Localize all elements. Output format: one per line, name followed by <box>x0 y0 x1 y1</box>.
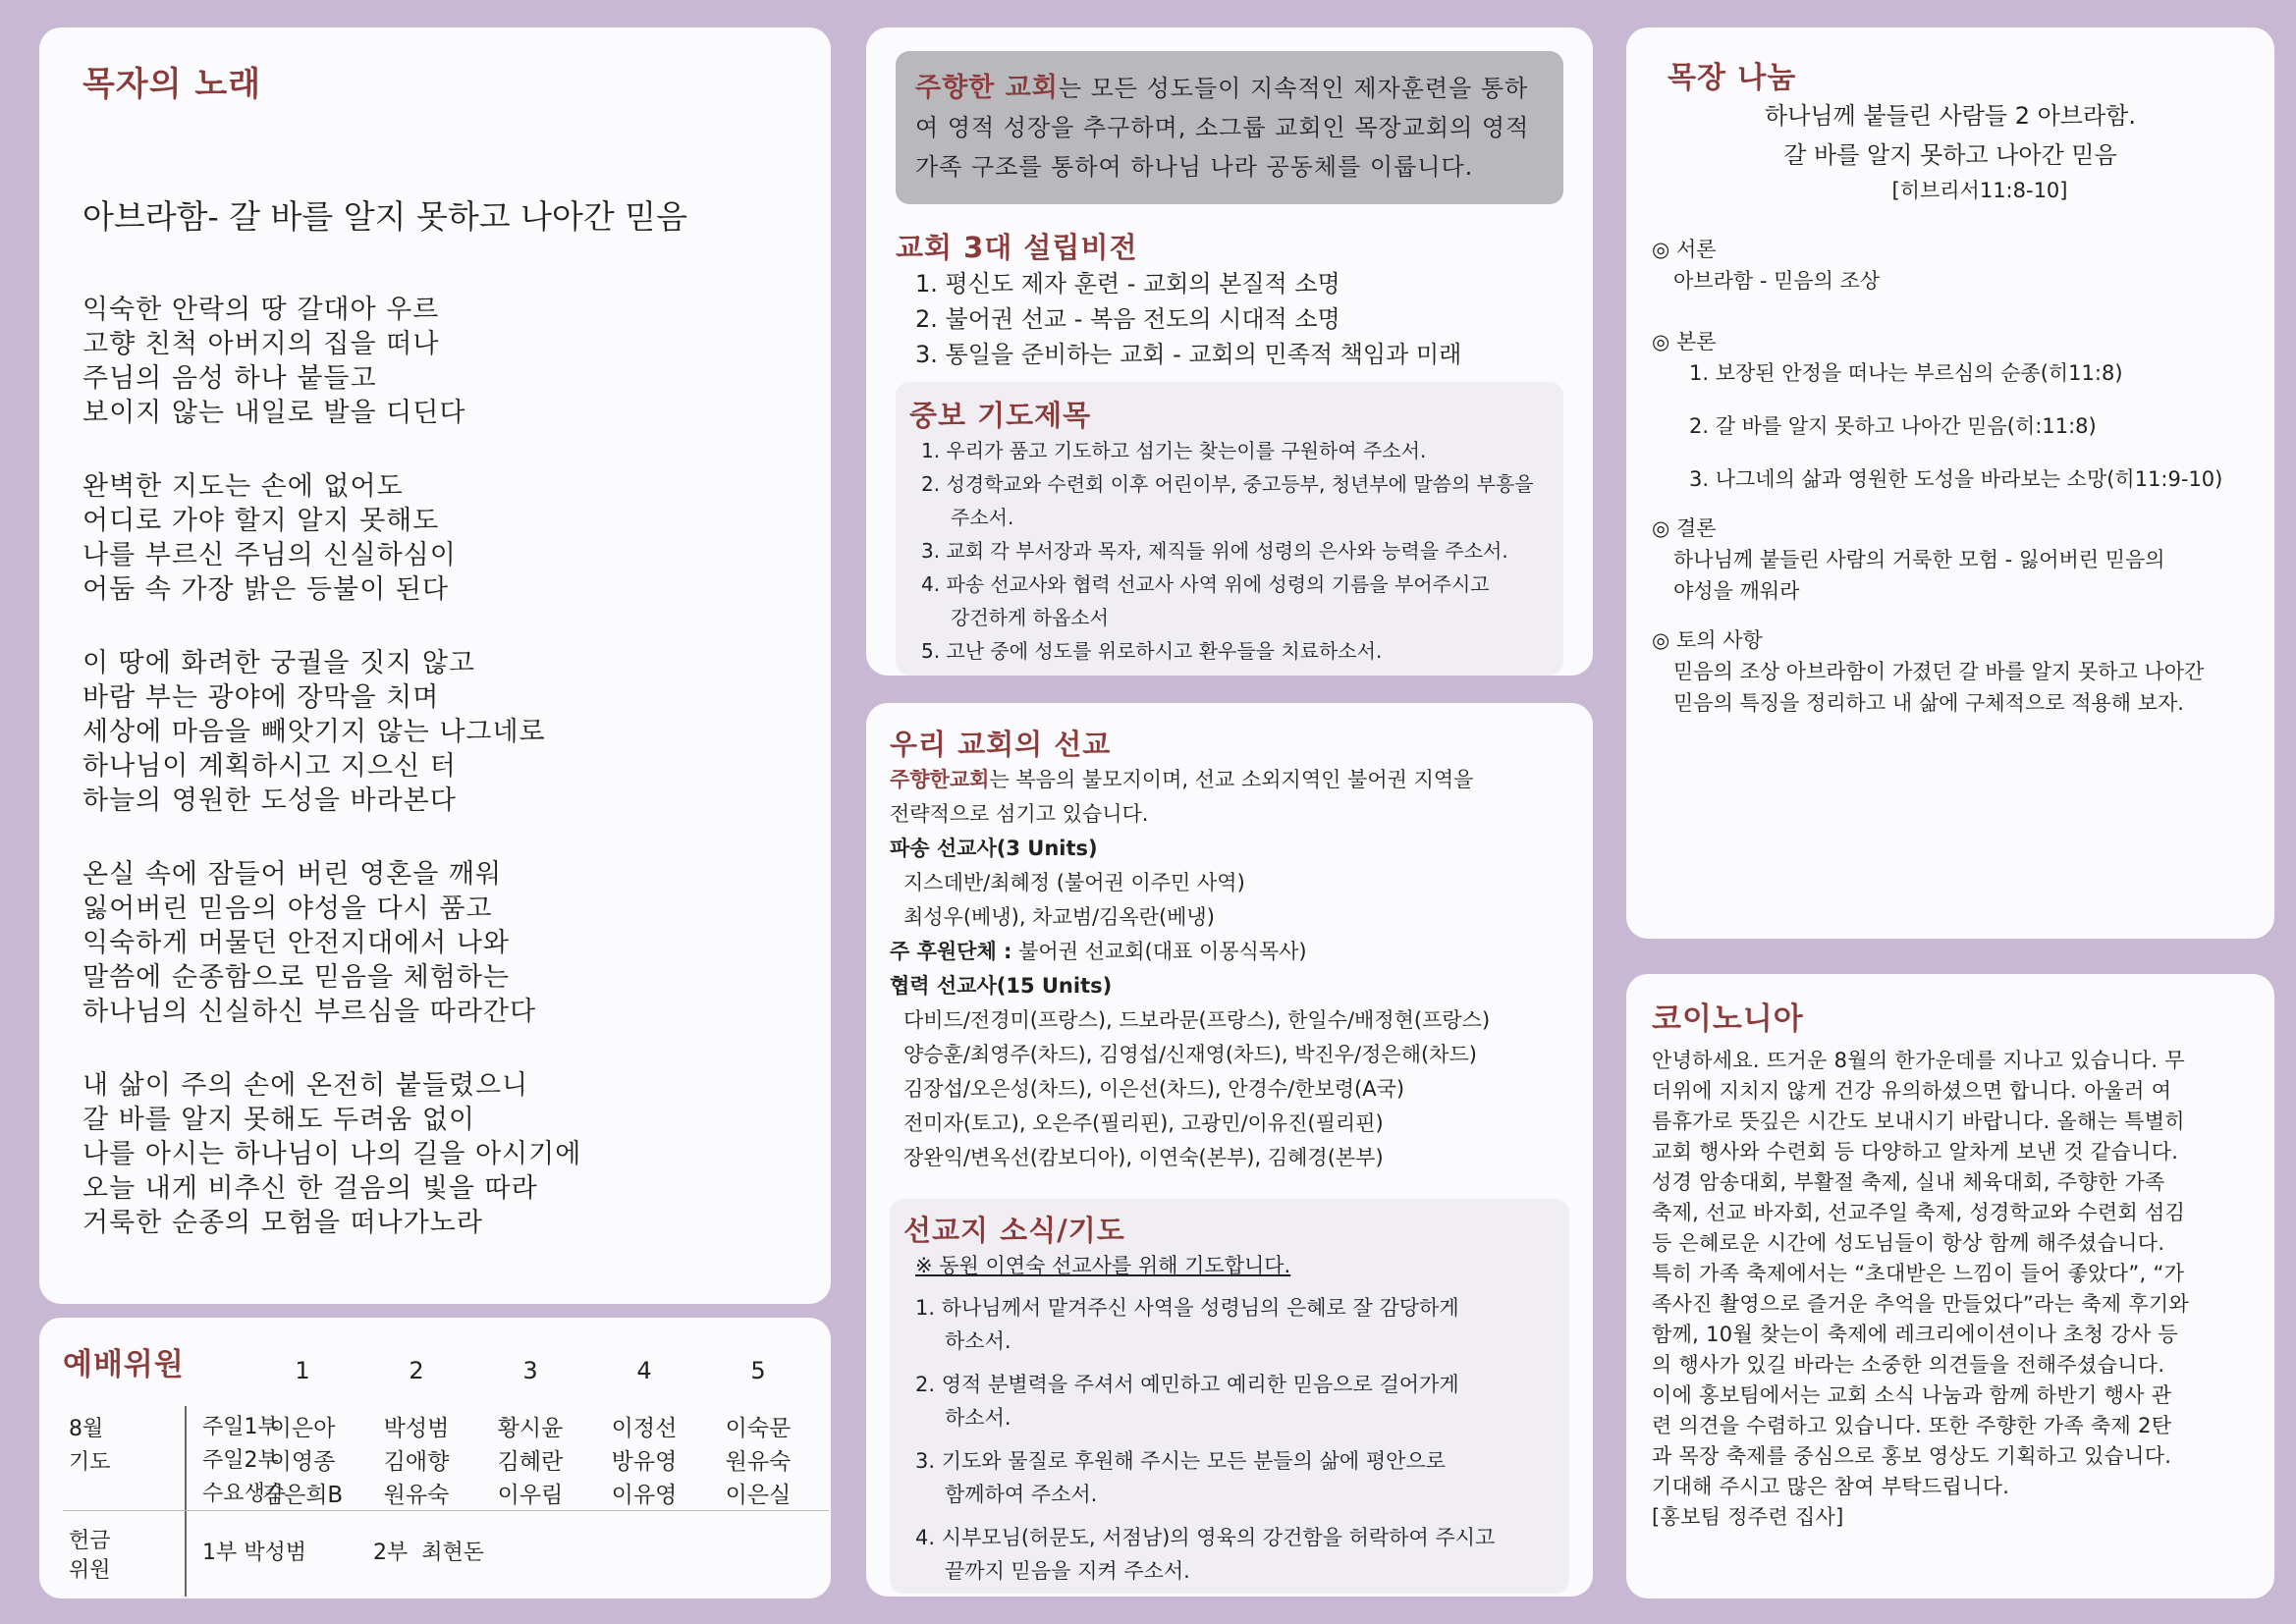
koinonia-line: 축제, 선교 바자회, 선교주일 축제, 성경학교와 수련회 섬김 <box>1652 1201 2186 1224</box>
poem-line: 어둠 속 가장 밝은 등불이 된다 <box>82 574 449 605</box>
poem-body <box>82 293 788 1240</box>
vision-title: 교회 3대 설립비전 <box>896 231 1138 264</box>
body-item: 3. 나그네의 삶과 영원한 도성을 바라보는 소망(히11:9-10) <box>1689 467 2223 491</box>
intro-text: 아브라함 - 믿음의 조상 <box>1673 269 1881 293</box>
poem-stanza <box>82 1068 788 1240</box>
poem-panel <box>39 27 831 1304</box>
sharing-title: 목장 나눔 <box>1667 61 1797 95</box>
koinonia-line: 족사진 촬영으로 즐거운 추억을 만들었다”라는 축제 후기와 <box>1652 1292 2190 1316</box>
prayer-item-cont: 주소서. <box>951 506 1014 529</box>
offering-divider <box>185 1514 187 1597</box>
news-item-cont: 끝까지 믿음을 지켜 주소서. <box>945 1559 1190 1583</box>
volunteer-name: 황시윤 <box>497 1416 564 1441</box>
volunteer-name: 이유영 <box>611 1483 678 1508</box>
column-number: 2 <box>409 1357 424 1384</box>
body-item: 1. 보장된 안정을 떠나는 부르심의 순종(히11:8) <box>1689 361 2123 385</box>
poem-line: 나를 아시는 하나님이 나의 길을 아시기에 <box>82 1139 582 1169</box>
conclusion-heading: ◎ 결론 <box>1652 516 1717 540</box>
worship-heading: 예배위원 <box>63 1347 185 1382</box>
news-note: ※ 동원 이연숙 선교사를 위해 기도합니다. <box>915 1254 1291 1277</box>
poem-line: 세상에 마음을 빼앗기지 않는 나그네로 <box>82 717 546 747</box>
prayer-title: 중보 기도제목 <box>909 399 1092 432</box>
body-item: 2. 갈 바를 알지 못하고 나아간 믿음(히:11:8) <box>1689 414 2097 438</box>
koinonia-title: 코이노니아 <box>1652 1001 1804 1037</box>
sent-missionary: 지스데반/최혜정 (불어권 이주민 사역) <box>903 871 1245 894</box>
column-number: 5 <box>750 1357 766 1384</box>
mission-news-section <box>890 1199 1569 1594</box>
poem-line: 익숙한 안락의 땅 갈대아 우르 <box>82 295 440 325</box>
koinonia-line: 등 은혜로운 시간에 성도님들이 항상 함께 해주셨습니다. <box>1652 1231 2165 1255</box>
scripture-reference: [히브리서11:8-10] <box>1891 179 2068 202</box>
vision-list <box>896 266 1563 372</box>
poem-stanza <box>82 469 788 607</box>
news-item: 1. 하나님께서 맡겨주신 사역을 성령님의 은혜로 잘 감당하게 <box>915 1296 1459 1320</box>
volunteer-name: 이정선 <box>611 1416 678 1441</box>
offering-label-2: 위원 <box>69 1558 111 1583</box>
partner-list <box>890 1003 1569 1175</box>
volunteer-name: 김은희B <box>261 1483 344 1508</box>
poem-stanza <box>82 293 788 430</box>
partner-missionary: 장완익/변옥선(캄보디아), 이연숙(본부), 김혜경(본부) <box>903 1146 1384 1169</box>
prayer-item: 4. 파송 선교사와 협력 선교사 사역 위에 성령의 기름을 부어주시고 <box>921 572 1490 596</box>
sharing-panel <box>1626 27 2274 939</box>
koinonia-line: 이에 홍보팀에서는 교회 소식 나눔과 함께 하반기 행사 관 <box>1652 1383 2172 1407</box>
news-item-cont: 하소서. <box>945 1406 1011 1430</box>
news-title: 선교지 소식/기도 <box>903 1214 1125 1247</box>
news-item-cont: 함께하여 주소서. <box>945 1483 1098 1506</box>
poem-line: 내 삶이 주의 손에 온전히 붙들렸으니 <box>82 1070 529 1101</box>
poem-line: 보이지 않는 내일로 발을 디딘다 <box>82 398 466 428</box>
news-item: 3. 기도와 물질로 후원해 주시는 모든 분들의 삶에 평안으로 <box>915 1449 1447 1473</box>
prayer-item: 5. 고난 중에 성도를 위로하시고 환우들을 치료하소서. <box>921 639 1383 663</box>
volunteer-name: 이영종 <box>269 1449 336 1475</box>
koinonia-line: 련 의견을 수렴하고 있습니다. 또한 주향한 가족 축제 2탄 <box>1652 1414 2172 1437</box>
worship-committee-panel <box>39 1318 831 1598</box>
poem-line: 나를 부르신 주님의 신실하심이 <box>82 540 457 570</box>
poem-line: 잃어버린 믿음의 야성을 다시 품고 <box>82 893 493 924</box>
vision-item: 2. 불어권 선교 - 복음 전도의 시대적 소명 <box>915 305 1340 333</box>
outreach-intro-line2: 전략적으로 섬기고 있습니다. <box>890 802 1149 826</box>
poem-line: 고향 친척 아버지의 집을 떠나 <box>82 329 440 359</box>
outreach-intro <box>890 763 1569 797</box>
news-item: 2. 영적 분별력을 주셔서 예민하고 예리한 믿음으로 걸어가게 <box>915 1373 1459 1396</box>
church-name: 주향한교회 <box>890 768 990 791</box>
poem-line: 어디로 가야 할지 알지 못해도 <box>82 506 440 536</box>
poem-line: 오늘 내게 비추신 한 걸음의 빛을 따라 <box>82 1173 538 1204</box>
service-label: 주일1부 <box>202 1415 279 1439</box>
koinonia-line: 기대해 주시고 많은 참여 부탁드립니다. <box>1652 1475 2010 1498</box>
volunteer-name: 박성범 <box>383 1416 450 1441</box>
sponsor-label: 주 후원단체 : <box>890 940 1012 963</box>
prayer-label: 기도 <box>69 1450 111 1475</box>
poem-stanza <box>82 857 788 1029</box>
koinonia-panel <box>1626 974 2274 1598</box>
koinonia-line: [홍보팀 정주련 집사] <box>1652 1505 1844 1529</box>
poem-subtitle: 아브라함- 갈 바를 알지 못하고 나아간 믿음 <box>82 197 688 236</box>
poem-line: 온실 속에 잠들어 버린 영혼을 깨워 <box>82 859 503 890</box>
vision-item: 1. 평신도 제자 훈련 - 교회의 본질적 소명 <box>915 270 1340 298</box>
prayer-section <box>896 382 1563 676</box>
conclusion-line: 하나님께 붙들린 사람의 거룩한 모험 - 잃어버린 믿음의 <box>1673 548 2165 571</box>
conclusion-line: 야성을 깨워라 <box>1673 579 1800 603</box>
news-list <box>903 1291 1556 1588</box>
month-label: 8월 <box>69 1417 104 1441</box>
sent-missionaries-label: 파송 선교사(3 Units) <box>890 837 1098 860</box>
sponsor-value: 불어권 선교회(대표 이몽식목사) <box>1011 940 1307 963</box>
poem-line: 이 땅에 화려한 궁궐을 짓지 않고 <box>82 648 475 678</box>
offering-label-1: 헌금 <box>69 1529 111 1553</box>
poem-line: 익숙하게 머물던 안전지대에서 나와 <box>82 928 510 958</box>
poem-heading: 목자의 노래 <box>82 65 262 104</box>
prayer-item: 2. 성경학교와 수련회 이후 어린이부, 중고등부, 청년부에 말씀의 부흥을 <box>921 472 1534 496</box>
koinonia-line: 름휴가로 뜻깊은 시간도 보내시기 바랍니다. 올해는 특별히 <box>1652 1110 2185 1133</box>
church-mission-panel <box>866 27 1593 676</box>
service-label: 주일2부 <box>202 1448 279 1473</box>
poem-line: 거룩한 순종의 모험을 떠나가노라 <box>82 1208 483 1238</box>
partner-missionary: 김장섭/오은성(차드), 이은선(차드), 안경수/한보령(A국) <box>903 1077 1405 1101</box>
koinonia-line: 안녕하세요. 뜨거운 8월의 한가운데를 지나고 있습니다. 무 <box>1652 1049 2185 1072</box>
offering-second: 2부 최현돈 <box>373 1541 484 1565</box>
discussion-line: 믿음의 특징을 정리하고 내 삶에 구체적으로 적용해 보자. <box>1673 691 2184 715</box>
volunteer-name: 김애향 <box>383 1449 450 1475</box>
outreach-title: 우리 교회의 선교 <box>890 728 1112 761</box>
koinonia-line: 성경 암송대회, 부활절 축제, 실내 체육대회, 주향한 가족 <box>1652 1170 2165 1194</box>
news-item: 4. 시부모님(허문도, 서점남)의 영육의 강건함을 허락하여 주시고 <box>915 1526 1496 1549</box>
outreach-panel <box>866 703 1593 1597</box>
partner-missionaries-label: 협력 선교사(15 Units) <box>890 974 1113 998</box>
service-label: 수요생수 <box>202 1482 287 1506</box>
column-number: 1 <box>295 1357 310 1384</box>
volunteer-name: 이숙문 <box>725 1416 792 1441</box>
church-name-highlight: 주향한 교회 <box>915 73 1059 103</box>
intro-heading: ◎ 서론 <box>1652 238 1717 261</box>
intro-line: 는 모든 성도들이 지속적인 제자훈련을 통하 <box>1058 75 1529 102</box>
intro-line: 여 영적 성장을 추구하며, 소그룹 교회인 목장교회의 영적 <box>915 114 1530 141</box>
column-number: 3 <box>522 1357 538 1384</box>
volunteer-name: 이은실 <box>725 1483 792 1508</box>
koinonia-line: 과 목장 축제를 중심으로 홍보 영상도 기획하고 있습니다. <box>1652 1444 2172 1468</box>
discussion-line: 믿음의 조상 아브라함이 가졌던 갈 바를 알지 못하고 나아간 <box>1673 660 2205 683</box>
poem-line: 하늘의 영원한 도성을 바라본다 <box>82 785 457 816</box>
koinonia-line: 함께, 10월 찾는이 축제에 레크리에이션이나 초청 강사 등 <box>1652 1323 2179 1346</box>
row-divider <box>63 1510 829 1511</box>
poem-line: 주님의 음성 하나 붙들고 <box>82 363 377 394</box>
prayer-item: 1. 우리가 품고 기도하고 섬기는 찾는이를 구원하여 주소서. <box>921 439 1427 462</box>
prayer-item-cont: 강건하게 하옵소서 <box>951 606 1109 629</box>
offering-first: 1부 박성범 <box>202 1541 306 1565</box>
prayer-item: 3. 교회 각 부서장과 목자, 제직들 위에 성령의 은사와 능력을 주소서. <box>921 539 1508 563</box>
volunteer-name: 이우림 <box>497 1483 564 1508</box>
column-number: 4 <box>636 1357 652 1384</box>
sharing-header-2: 갈 바를 알지 못하고 나아간 믿음 <box>1783 141 2117 169</box>
koinonia-line: 더위에 지치지 않게 건강 유의하셨으면 합니다. 아울러 여 <box>1652 1079 2172 1103</box>
koinonia-line: 특히 가족 축제에서는 “초대받은 느낌이 들어 좋았다”, “가 <box>1652 1262 2185 1285</box>
partner-missionary: 양승훈/최영주(차드), 김영섭/신재영(차드), 박진우/정은해(차드) <box>903 1043 1477 1066</box>
intro-line: 가족 구조를 통하여 하나님 나라 공동체를 이룹니다. <box>915 153 1474 181</box>
volunteer-name: 방유영 <box>611 1449 678 1475</box>
partner-missionary: 전미자(토고), 오은주(필리핀), 고광민/이유진(필리핀) <box>903 1111 1384 1135</box>
poem-line: 바람 부는 광야에 장막을 치며 <box>82 682 440 713</box>
poem-line: 하나님의 신실하신 부르심을 따라간다 <box>82 997 537 1027</box>
koinonia-body <box>1652 1046 2249 1533</box>
sharing-header-1: 하나님께 붙들린 사람들 2 아브라함. <box>1765 102 2136 130</box>
outreach-intro-text: 는 복음의 불모지이며, 선교 소외지역인 불어권 지역을 <box>989 768 1474 791</box>
church-intro <box>896 51 1563 204</box>
volunteer-name: 김혜란 <box>497 1449 564 1475</box>
volunteer-name: 원유숙 <box>725 1449 792 1475</box>
volunteer-name: 이은아 <box>269 1416 336 1441</box>
koinonia-line: 의 행사가 있길 바라는 소중한 의견들을 전해주셨습니다. <box>1652 1353 2165 1377</box>
koinonia-line: 교회 행사와 수련회 등 다양하고 알차게 보낸 것 같습니다. <box>1652 1140 2179 1164</box>
poem-line: 완벽한 지도는 손에 없어도 <box>82 471 404 502</box>
poem-stanza <box>82 646 788 818</box>
poem-line: 하나님이 계획하시고 지으신 터 <box>82 751 457 782</box>
poem-line: 갈 바를 알지 못해도 두려움 없이 <box>82 1105 475 1135</box>
sent-missionary: 최성우(베냉), 차교범/김옥란(베냉) <box>903 905 1215 929</box>
discussion-heading: ◎ 토의 사항 <box>1652 628 1763 652</box>
vision-item: 3. 통일을 준비하는 교회 - 교회의 민족적 책임과 미래 <box>915 341 1462 368</box>
partner-missionary: 다비드/전경미(프랑스), 드보라문(프랑스), 한일수/배정현(프랑스) <box>903 1008 1491 1032</box>
prayer-list <box>909 434 1550 668</box>
news-item-cont: 하소서. <box>945 1329 1011 1353</box>
body-heading: ◎ 본론 <box>1652 330 1717 353</box>
volunteer-name: 원유숙 <box>383 1483 450 1508</box>
poem-line: 말씀에 순종함으로 믿음을 체험하는 <box>82 962 510 993</box>
